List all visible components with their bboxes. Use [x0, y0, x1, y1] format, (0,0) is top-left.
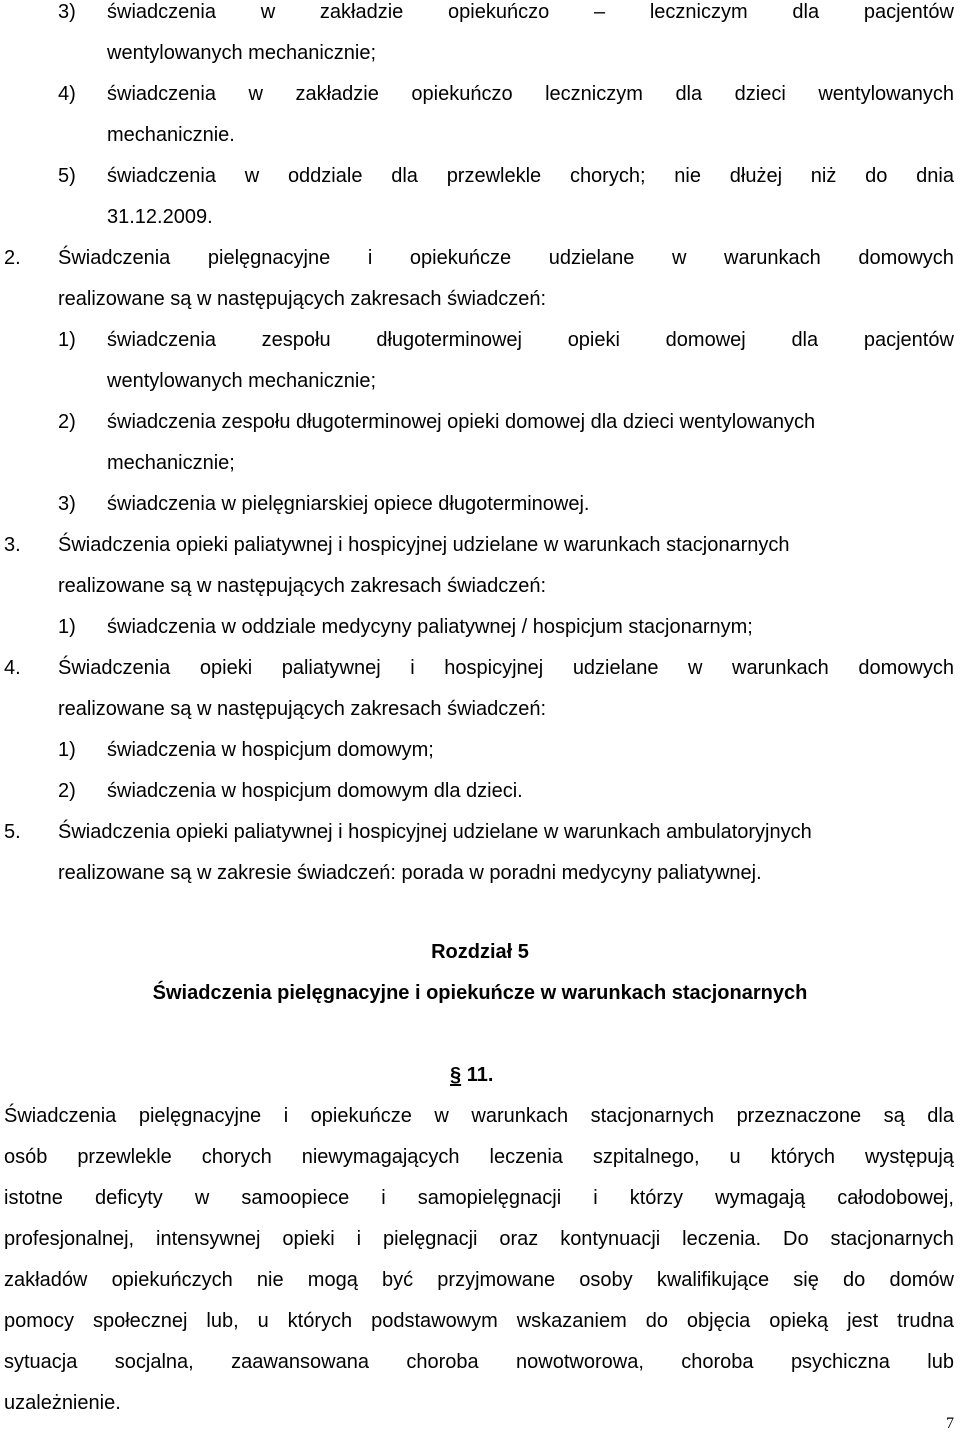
word: nie — [674, 165, 701, 187]
word: zaawansowana — [231, 1351, 369, 1373]
justified-line — [58, 246, 954, 270]
justified-line — [107, 328, 954, 352]
word: których — [287, 1310, 353, 1332]
list-item-text: świadczenia w hospicjum domowym; — [107, 739, 434, 761]
word: sytuacja — [4, 1351, 78, 1373]
word: opieki — [282, 1228, 335, 1250]
section-number: 5. — [4, 821, 21, 843]
list-item-continuation: mechanicznie; — [107, 452, 235, 474]
word: szpitalnego, — [592, 1146, 700, 1168]
list-number: 5) — [58, 165, 76, 187]
justified-line — [4, 1227, 954, 1251]
section-number: 2. — [4, 247, 21, 269]
word: opiekuńczo — [448, 1, 550, 23]
word: wskazaniem — [516, 1310, 627, 1332]
list-number: 2) — [58, 411, 76, 433]
word: nowotworowa, — [516, 1351, 644, 1373]
word: być — [382, 1269, 414, 1291]
list-item-text: świadczenia w oddziale medycyny paliatywnej / hospicjum stacjonarnym; — [107, 616, 753, 638]
paragraph-heading — [450, 1063, 493, 1087]
word: podstawowym — [371, 1310, 498, 1332]
word: pielęgnacyjne — [207, 247, 331, 269]
word: i — [410, 657, 415, 679]
word: społecznej — [92, 1310, 188, 1332]
justified-line — [4, 1104, 954, 1128]
word: dnia — [916, 165, 954, 187]
section-continuation: realizowane są w następujących zakresach świadczeń: — [58, 288, 547, 310]
word: osoby — [579, 1269, 633, 1291]
word: u — [257, 1310, 269, 1332]
word: intensywnej — [156, 1228, 261, 1250]
word: się — [793, 1269, 819, 1291]
word: do — [645, 1310, 668, 1332]
word: dla — [675, 83, 703, 105]
word: lub — [927, 1351, 954, 1373]
word: w — [260, 1, 276, 23]
section-continuation: realizowane są w następujących zakresach świadczeń: — [58, 698, 547, 720]
word: warunkach — [732, 657, 829, 679]
word: domów — [889, 1269, 954, 1291]
list-number: 3) — [58, 1, 76, 23]
word: niewymagających — [301, 1146, 460, 1168]
section-number: 3. — [4, 534, 21, 556]
word: niż — [810, 165, 837, 187]
word: pomocy — [4, 1310, 75, 1332]
word: opieką — [769, 1310, 829, 1332]
list-item-continuation: wentylowanych mechanicznie; — [107, 42, 377, 64]
word: domowych — [858, 657, 954, 679]
word: Świadczenia — [58, 247, 171, 269]
word: opiekuńcze — [310, 1105, 412, 1127]
word: pielęgnacyjne — [138, 1105, 262, 1127]
word: stacjonarnych — [590, 1105, 715, 1127]
word: opiekuńczo — [411, 83, 513, 105]
word: trudna — [897, 1310, 954, 1332]
word: chorych; — [569, 165, 646, 187]
word: pacjentów — [863, 329, 954, 351]
word: osób — [4, 1146, 48, 1168]
word: występują — [864, 1146, 954, 1168]
word: zakładzie — [319, 1, 404, 23]
justified-line — [4, 1350, 954, 1374]
list-number: 1) — [58, 329, 76, 351]
word: samoopiece — [241, 1187, 350, 1209]
word: dla — [792, 1, 820, 23]
word: socjalna, — [114, 1351, 194, 1373]
word: opieki — [567, 329, 620, 351]
word: dla — [791, 329, 819, 351]
word: świadczenia — [107, 165, 216, 187]
word: chorych — [201, 1146, 272, 1168]
word: oraz — [499, 1228, 539, 1250]
chapter-subtitle: Świadczenia pielęgnacyjne i opiekuńcze w warunkach stacjonarnych — [152, 982, 808, 1004]
word: przeznaczone — [736, 1105, 862, 1127]
word: i — [367, 247, 373, 269]
word: są — [883, 1105, 905, 1127]
word: w — [248, 83, 263, 105]
justified-line — [4, 1186, 954, 1210]
word: opiekuńcze — [409, 247, 512, 269]
word: których — [770, 1146, 836, 1168]
justified-line — [107, 0, 954, 24]
justified-line — [4, 1309, 954, 1333]
word: i — [593, 1187, 598, 1209]
list-item-continuation: wentylowanych mechanicznie; — [107, 370, 377, 392]
section-symbol: § — [450, 1064, 462, 1086]
word: leczniczym — [545, 83, 643, 105]
word: długoterminowej — [376, 329, 522, 351]
word: przewlekle — [446, 165, 542, 187]
word: u — [729, 1146, 741, 1168]
word: Do — [783, 1228, 809, 1250]
word: jest — [847, 1310, 879, 1332]
word: warunkach — [471, 1105, 569, 1127]
word: pielęgnacji — [382, 1228, 478, 1250]
word: zakładzie — [295, 83, 379, 105]
word: stacjonarnych — [830, 1228, 954, 1250]
word: którzy — [629, 1187, 684, 1209]
word: do — [865, 165, 888, 187]
word: i — [283, 1105, 289, 1127]
word: opiekuńczych — [111, 1269, 233, 1291]
word: warunkach — [724, 247, 821, 269]
word: świadczenia — [107, 329, 216, 351]
word: Świadczenia — [4, 1105, 117, 1127]
page-number: 7 — [946, 1415, 954, 1432]
word: w — [688, 657, 703, 679]
list-item-text: świadczenia w pielęgniarskiej opiece długoterminowej. — [107, 493, 590, 515]
word: lub, — [206, 1310, 239, 1332]
word: domowych — [858, 247, 954, 269]
word: domowej — [665, 329, 746, 351]
word: leczenia — [489, 1146, 563, 1168]
chapter-title: Rozdział 5 — [431, 941, 529, 963]
justified-line — [107, 164, 954, 188]
word: objęcia — [686, 1310, 751, 1332]
list-number: 3) — [58, 493, 76, 515]
justified-line — [107, 82, 954, 106]
list-item-continuation: mechanicznie. — [107, 124, 235, 146]
word: kwalifikujące — [656, 1269, 770, 1291]
justified-line — [58, 656, 954, 680]
word: Świadczenia — [58, 657, 171, 679]
word: dłużej — [729, 165, 783, 187]
word: udzielane — [548, 247, 635, 269]
word: paliatywnej — [281, 657, 381, 679]
justified-line — [4, 1145, 954, 1169]
section-number: 4. — [4, 657, 21, 679]
word: dzieci — [734, 83, 786, 105]
word: psychiczna — [790, 1351, 890, 1373]
word: całodobowej, — [837, 1187, 954, 1209]
word: przewlekle — [77, 1146, 172, 1168]
word: profesjonalnej, — [4, 1228, 135, 1250]
word: samopielęgnacji — [417, 1187, 562, 1209]
paragraph-number: 11. — [466, 1064, 494, 1086]
word: udzielane — [572, 657, 659, 679]
word: choroba — [406, 1351, 479, 1373]
word: leczniczym — [649, 1, 748, 23]
word: deficyty — [94, 1187, 163, 1209]
word: oddziale — [287, 165, 363, 187]
word: wymagają — [715, 1187, 806, 1209]
list-item-continuation: 31.12.2009. — [107, 206, 213, 228]
word: i — [356, 1228, 362, 1250]
list-number: 4) — [58, 83, 76, 105]
list-item-text: świadczenia w hospicjum domowym dla dzieci. — [107, 780, 523, 802]
section-continuation: realizowane są w zakresie świadczeń: porada w poradni medycyny paliatywnej. — [58, 862, 762, 884]
word: świadczenia — [107, 83, 216, 105]
word: opieki — [199, 657, 253, 679]
word: w — [194, 1187, 210, 1209]
word: – — [593, 1, 606, 23]
list-number: 2) — [58, 780, 76, 802]
word: dla — [391, 165, 418, 187]
paragraph-last-line: uzależnienie. — [4, 1392, 121, 1414]
section-text: Świadczenia opieki paliatywnej i hospicyjnej udzielane w warunkach ambulatoryjnych — [58, 821, 812, 843]
list-number: 1) — [58, 739, 76, 761]
word: i — [381, 1187, 386, 1209]
word: nie — [256, 1269, 284, 1291]
word: dla — [927, 1105, 954, 1127]
word: istotne — [4, 1187, 63, 1209]
section-text: Świadczenia opieki paliatywnej i hospicyjnej udzielane w warunkach stacjonarnych — [58, 534, 790, 556]
word: leczenia. — [682, 1228, 762, 1250]
word: zespołu — [261, 329, 331, 351]
word: pacjentów — [863, 1, 954, 23]
list-item-text: świadczenia zespołu długoterminowej opieki domowej dla dzieci wentylowanych — [107, 411, 816, 433]
list-number: 1) — [58, 616, 76, 638]
word: choroba — [681, 1351, 754, 1373]
word: wentylowanych — [818, 83, 954, 105]
word: przyjmowane — [437, 1269, 556, 1291]
word: w — [244, 165, 260, 187]
section-continuation: realizowane są w następujących zakresach świadczeń: — [58, 575, 547, 597]
justified-line — [4, 1268, 954, 1292]
word: świadczenia — [107, 1, 216, 23]
word: mogą — [307, 1269, 358, 1291]
word: zakładów — [4, 1269, 88, 1291]
word: w — [434, 1105, 449, 1127]
word: hospicyjnej — [444, 657, 544, 679]
word: do — [843, 1269, 866, 1291]
word: kontynuacji — [560, 1228, 661, 1250]
word: w — [671, 247, 687, 269]
